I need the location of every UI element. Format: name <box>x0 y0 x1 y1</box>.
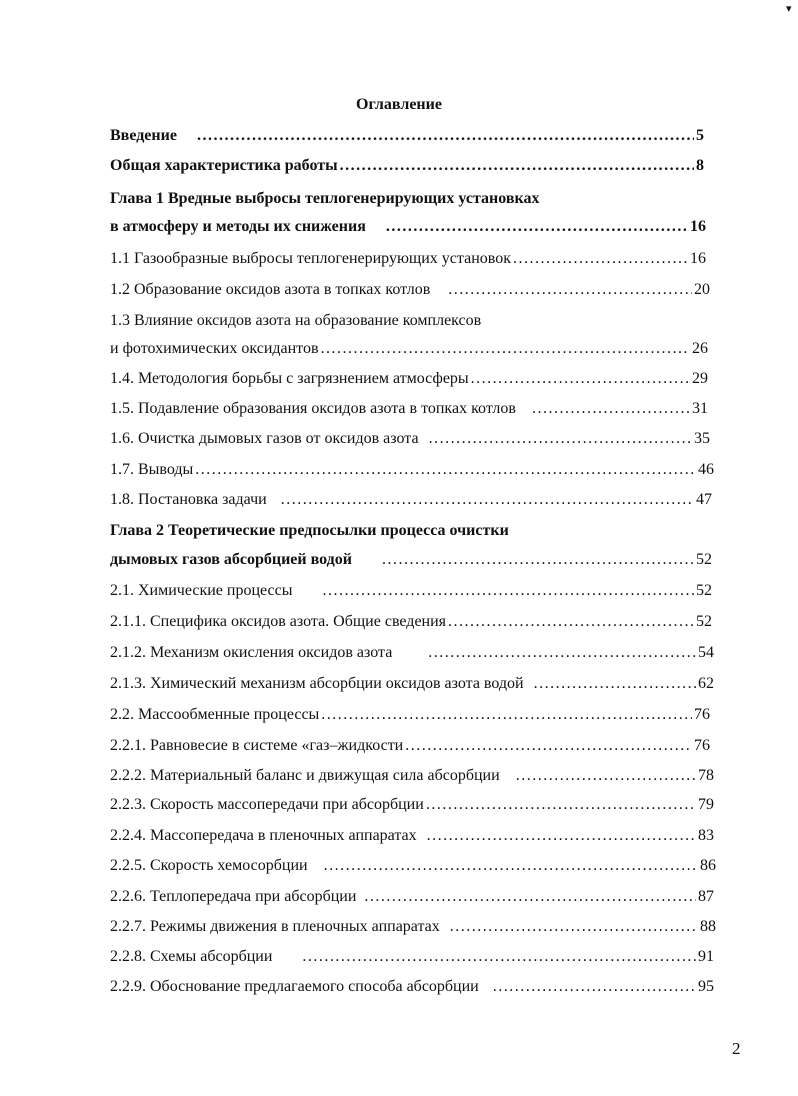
toc-entry-page: 76 <box>694 737 710 754</box>
toc-entry-1-1[interactable] <box>110 249 706 269</box>
toc-leader-dots <box>448 280 692 300</box>
toc-entry-label: 2.2.6. Теплопередача при абсорбции <box>110 888 357 905</box>
toc-entry-2-1-3[interactable] <box>110 674 714 694</box>
toc-leader-dots <box>448 612 694 632</box>
toc-leader-dots <box>405 736 692 756</box>
toc-entry-2-2-8[interactable] <box>110 947 714 967</box>
toc-chapter1-title[interactable]: Глава 1 Вредные выбросы теплогенерирующих установках <box>110 190 540 207</box>
toc-leader-dots <box>534 674 696 694</box>
toc-leader-dots <box>426 795 696 815</box>
corner-mark: ▾ <box>786 3 792 15</box>
toc-entry-page: 35 <box>694 430 710 447</box>
toc-leader-dots <box>197 126 694 146</box>
toc-entry-page: 76 <box>694 706 710 723</box>
toc-entry-1-3[interactable]: 1.3 Влияние оксидов азота на образование комплексов <box>110 312 482 329</box>
toc-leader-dots <box>532 399 690 419</box>
toc-entry-2-2-2[interactable] <box>110 766 714 786</box>
toc-leader-dots <box>321 705 692 725</box>
toc-entry-2-2-5[interactable] <box>110 856 716 876</box>
toc-entry-page: 16 <box>690 250 706 267</box>
toc-entry-page: 91 <box>698 948 714 965</box>
toc-leader-dots <box>427 826 696 846</box>
toc-entry-2-2-9[interactable] <box>110 977 714 997</box>
toc-entry-page: 54 <box>698 644 714 661</box>
toc-entry-page: 16 <box>690 218 706 235</box>
toc-leader-dots <box>450 917 698 937</box>
toc-entry-label: 2.1.3. Химический механизм абсорбции оксидов азота водой <box>110 675 524 692</box>
toc-entry-general[interactable] <box>110 156 704 176</box>
toc-chapter1-title-cont[interactable] <box>110 217 706 237</box>
toc-leader-dots <box>382 550 694 570</box>
toc-leader-dots <box>302 947 696 967</box>
toc-entry-label: 1.1 Газообразные выбросы теплогенерирующих установок <box>110 250 511 267</box>
toc-entry-intro[interactable] <box>110 126 704 146</box>
toc-entry-page: 87 <box>698 888 714 905</box>
toc-leader-dots <box>195 460 696 480</box>
toc-entry-label: 2.2.9. Обоснование предлагаемого способа абсорбции <box>110 978 479 995</box>
toc-leader-dots <box>513 249 688 269</box>
toc-entry-label: 1.8. Постановка задачи <box>110 491 267 508</box>
toc-leader-dots <box>493 977 696 997</box>
toc-entry-label: 2.1. Химические процессы <box>110 582 293 599</box>
toc-entry-page: 29 <box>692 370 708 387</box>
toc-entry-page: 52 <box>696 613 712 630</box>
toc-entry-page: 26 <box>692 340 708 357</box>
toc-entry-label: 2.2.2. Материальный баланс и движущая сила абсорбции <box>110 767 500 784</box>
toc-entry-page: 78 <box>698 767 714 784</box>
toc-entry-label: 1.4. Методология борьбы с загрязнением атмосферы <box>110 370 469 387</box>
toc-entry-label: 2.1.2. Механизм окисления оксидов азота <box>110 644 393 661</box>
toc-entry-page: 5 <box>696 127 704 144</box>
toc-entry-page: 31 <box>692 400 708 417</box>
toc-leader-dots <box>340 156 694 176</box>
toc-entry-1-4[interactable] <box>110 369 708 389</box>
toc-entry-label: 2.2.8. Схемы абсорбции <box>110 948 273 965</box>
toc-entry-page: 95 <box>698 978 714 995</box>
toc-entry-label: 1.2 Образование оксидов азота в топках котлов <box>110 281 431 298</box>
toc-entry-1-3-cont[interactable] <box>110 339 708 359</box>
toc-chapter2-title-cont[interactable] <box>110 550 712 570</box>
toc-entry-page: 20 <box>694 281 710 298</box>
toc-entry-2-2-3[interactable] <box>110 795 714 815</box>
toc-entry-label: 2.2.4. Массопередача в пленочных аппаратах <box>110 827 417 844</box>
toc-leader-dots <box>429 429 692 449</box>
toc-entry-label: 1.6. Очистка дымовых газов от оксидов азота <box>110 430 419 447</box>
toc-entry-2-1-2[interactable] <box>110 643 714 663</box>
toc-leader-dots <box>324 856 698 876</box>
toc-leader-dots <box>428 643 696 663</box>
toc-entry-1-7[interactable] <box>110 460 714 480</box>
toc-entry-label: 2.2. Массообменные процессы <box>110 706 320 723</box>
toc-entry-page: 46 <box>698 461 714 478</box>
toc-entry-1-5[interactable] <box>110 399 708 419</box>
toc-leader-dots <box>321 339 690 359</box>
toc-entry-page: 47 <box>696 491 712 508</box>
toc-entry-label: и фотохимических оксидантов <box>110 340 319 357</box>
toc-entry-2-1[interactable] <box>110 581 712 601</box>
toc-entry-label: в атмосферу и методы их снижения <box>110 218 366 235</box>
toc-leader-dots <box>364 887 696 907</box>
toc-entry-label: 2.2.1. Равновесие в системе «газ–жидкости <box>110 737 404 754</box>
toc-entry-1-2[interactable] <box>110 280 710 300</box>
page-number: 2 <box>732 1039 741 1058</box>
toc-entry-2-1-1[interactable] <box>110 612 712 632</box>
toc-entry-label: 2.2.7. Режимы движения в пленочных аппаратах <box>110 918 440 935</box>
toc-entry-label: 1.5. Подавление образования оксидов азота в топках котлов <box>110 400 516 417</box>
toc-entry-1-6[interactable] <box>110 429 710 449</box>
toc-entry-label: Введение <box>110 127 177 144</box>
toc-entry-page: 52 <box>696 582 712 599</box>
toc-entry-2-2-7[interactable] <box>110 917 716 937</box>
toc-entry-label: 1.7. Выводы <box>110 461 194 478</box>
toc-entry-1-8[interactable] <box>110 490 712 510</box>
toc-entry-label: 2.2.3. Скорость массопередачи при абсорбции <box>110 796 424 813</box>
toc-leader-dots <box>471 369 690 389</box>
toc-entry-page: 52 <box>696 551 712 568</box>
toc-leader-dots <box>386 217 688 237</box>
toc-entry-label: дымовых газов абсорбцией водой <box>110 551 352 568</box>
toc-entry-2-2[interactable] <box>110 705 710 725</box>
toc-entry-2-2-6[interactable] <box>110 887 714 907</box>
toc-entry-page: 8 <box>696 157 704 174</box>
toc-entry-page: 86 <box>700 857 716 874</box>
toc-leader-dots <box>281 490 694 510</box>
toc-entry-page: 88 <box>700 918 716 935</box>
toc-leader-dots <box>322 581 694 601</box>
toc-entry-label: Общая характеристика работы <box>110 157 338 174</box>
toc-entry-page: 79 <box>698 796 714 813</box>
toc-entry-page: 83 <box>698 827 714 844</box>
toc-entry-2-2-1[interactable] <box>110 736 710 756</box>
toc-entry-label: 2.2.5. Скорость хемосорбции <box>110 857 308 874</box>
toc-entry-2-2-4[interactable] <box>110 826 714 846</box>
toc-entry-label: 2.1.1. Специфика оксидов азота. Общие сведения <box>110 613 447 630</box>
toc-entry-page: 62 <box>698 675 714 692</box>
page-title: Оглавление <box>356 96 442 113</box>
toc-leader-dots <box>516 766 696 786</box>
toc-chapter2-title[interactable]: Глава 2 Теоретические предпосылки процесса очистки <box>110 522 509 539</box>
